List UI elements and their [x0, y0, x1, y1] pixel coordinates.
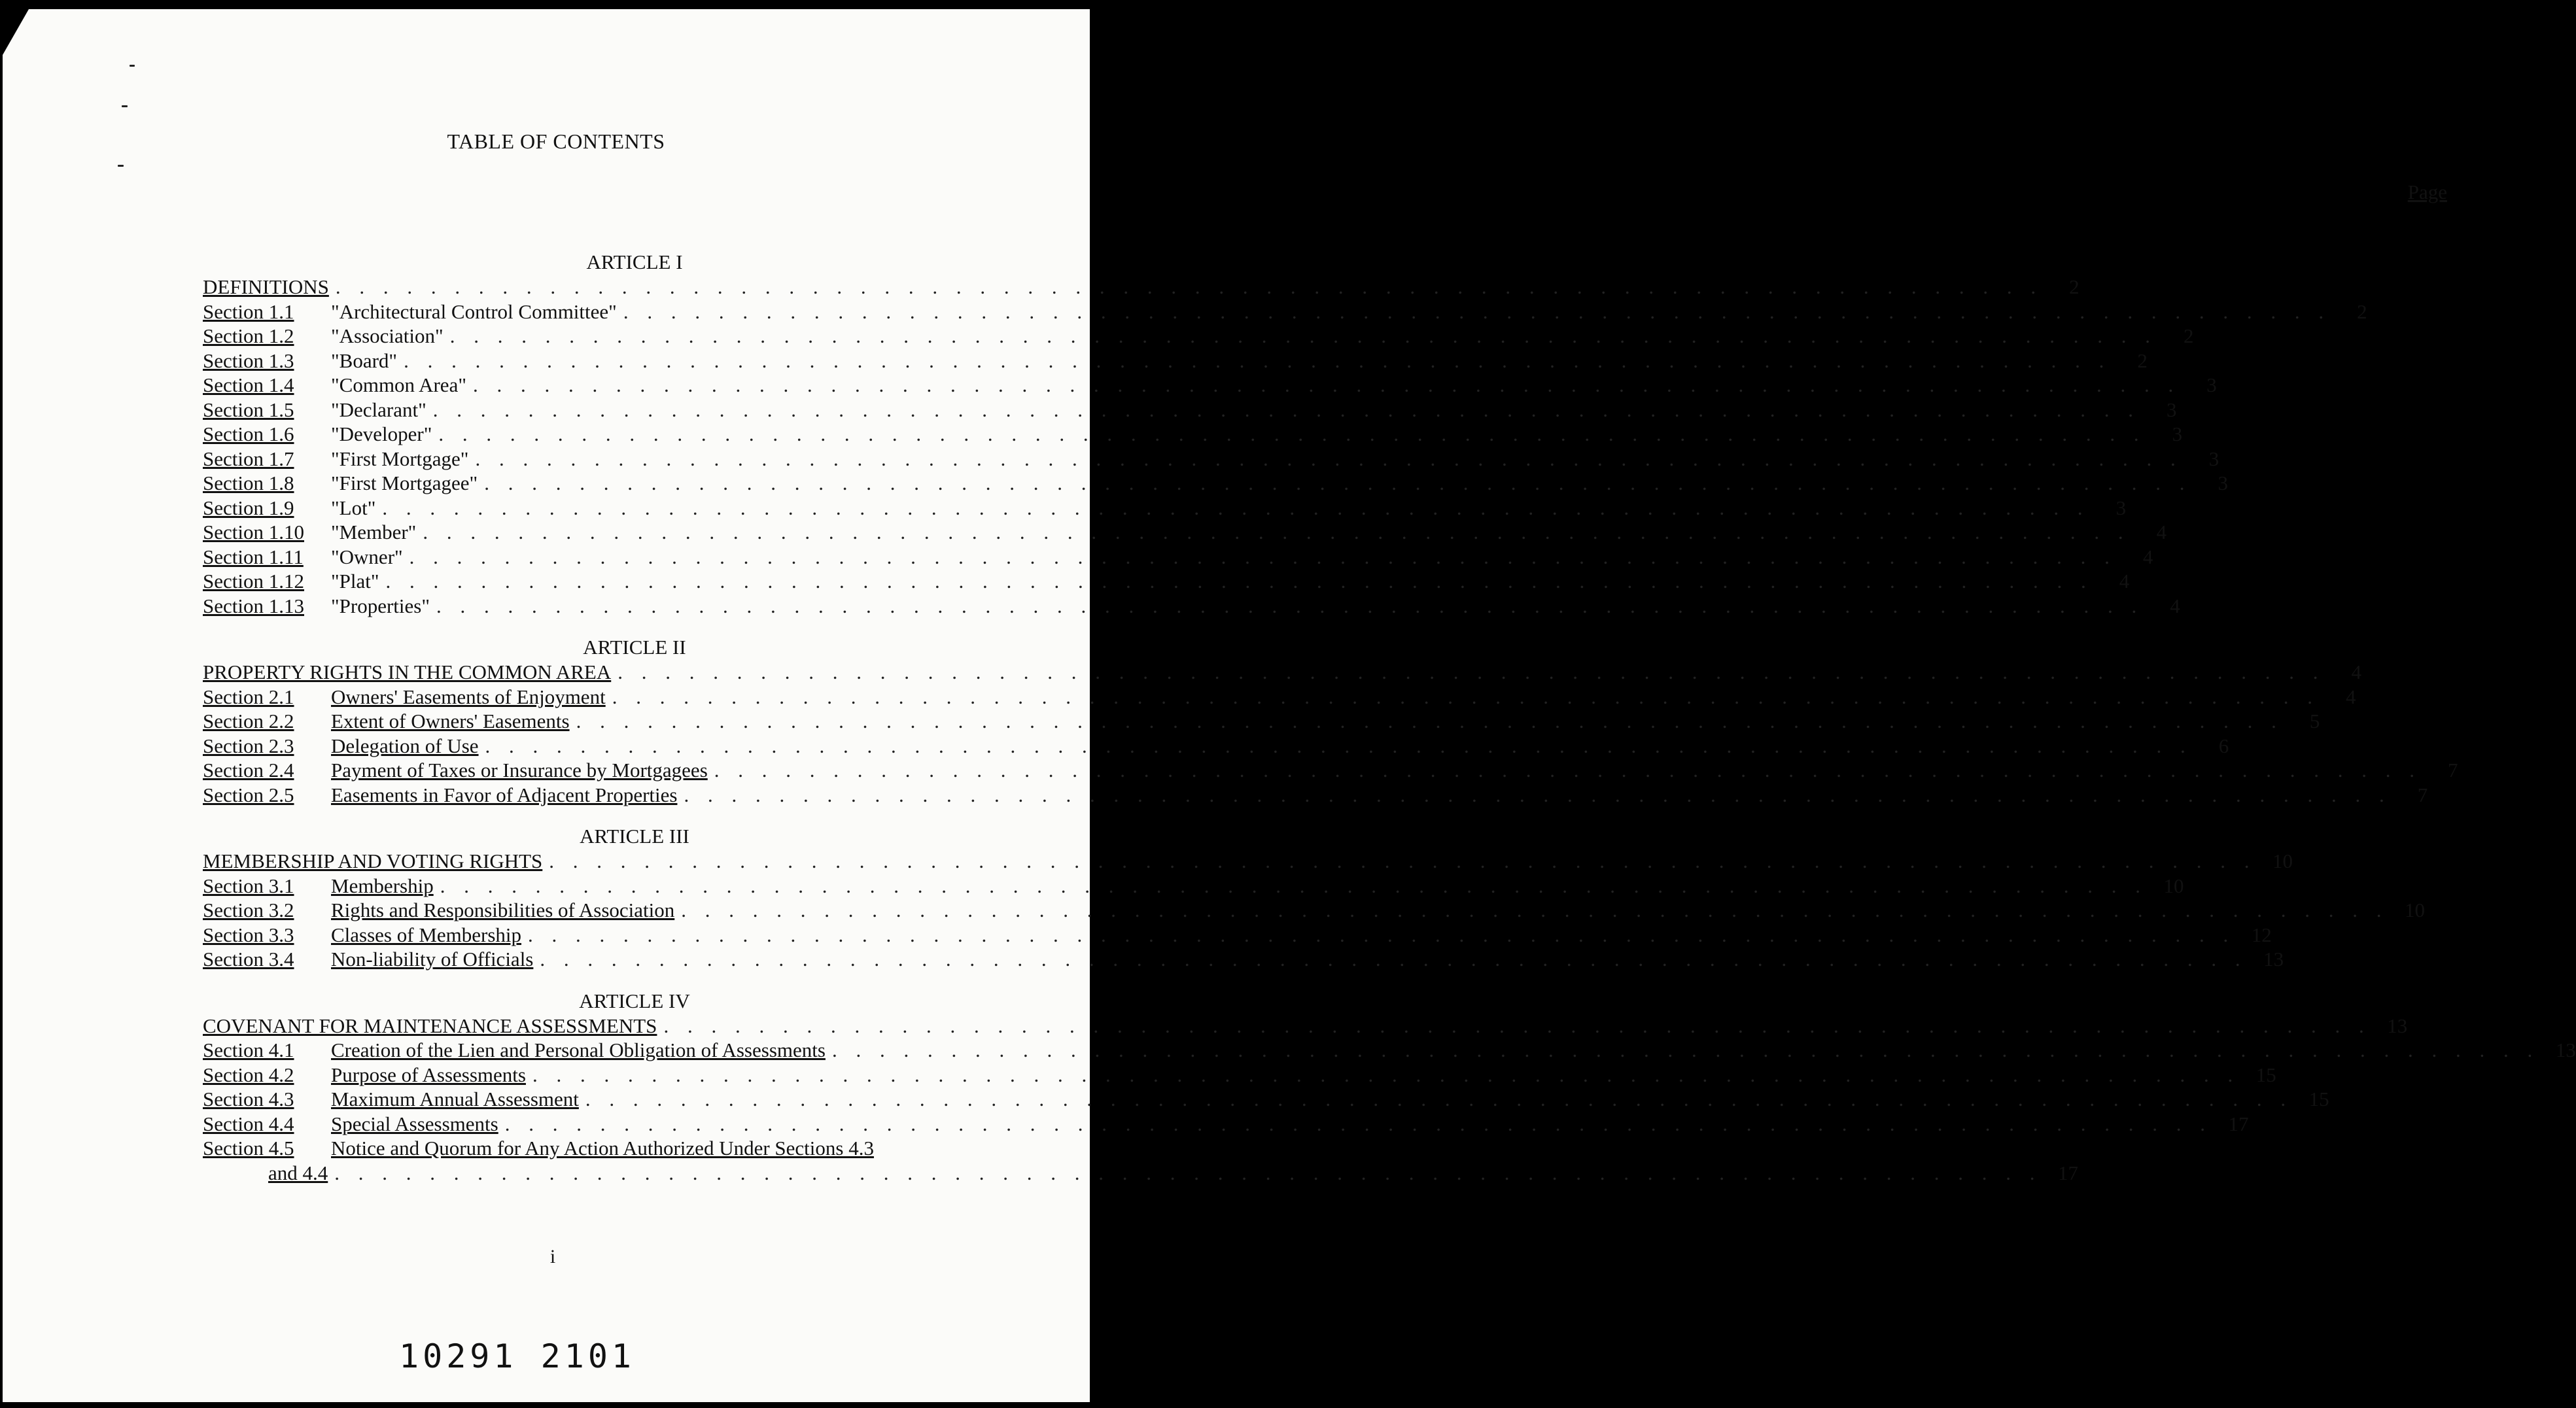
section-page-number: 3 — [2115, 496, 2127, 519]
section-page-number: 2 — [2183, 324, 2194, 347]
toc-entry[interactable] — [203, 545, 2153, 570]
article-block — [203, 824, 2426, 972]
dot-leader — [540, 947, 2247, 972]
section-title: "Properties" — [331, 594, 430, 617]
article-block — [203, 635, 2458, 807]
dot-leader — [681, 898, 2388, 923]
dot-leader — [475, 447, 2182, 472]
dot-leader — [714, 758, 2422, 783]
section-number: Section 2.5 — [203, 783, 294, 806]
section-number: Section 2.2 — [203, 710, 294, 732]
dot-leader — [336, 275, 2043, 300]
section-number: Section 4.2 — [203, 1063, 294, 1086]
article-title-row — [203, 275, 2080, 300]
toc-entry[interactable] — [203, 1112, 2249, 1137]
section-page-number: 17 — [2058, 1161, 2079, 1184]
section-page-number: 3 — [2208, 447, 2219, 470]
section-number: Section 1.11 — [203, 545, 304, 568]
section-page-number: 10 — [2405, 899, 2426, 921]
section-title: Creation of the Lien and Personal Obligation of Assessments — [331, 1039, 826, 1061]
section-number: Section 1.2 — [203, 324, 294, 347]
scan-speck — [130, 65, 135, 67]
section-number: Section 4.1 — [203, 1039, 294, 1061]
page-title: TABLE OF CONTENTS — [447, 129, 665, 153]
section-page-number: 17 — [2228, 1112, 2249, 1135]
dot-leader — [436, 594, 2144, 619]
section-page-number: 4 — [2156, 521, 2167, 543]
section-number: Section 1.9 — [203, 496, 294, 519]
section-number: Section 3.4 — [203, 948, 294, 970]
section-title: "Lot" — [331, 496, 376, 519]
section-page-number: 4 — [2142, 545, 2153, 568]
section-page-number: 3 — [2167, 398, 2177, 421]
section-page-number: 7 — [2417, 783, 2428, 806]
dot-leader — [484, 471, 2191, 496]
toc-entry[interactable] — [203, 422, 2183, 447]
dot-leader — [433, 398, 2140, 422]
document-stamp-number: 10291 2101 — [399, 1337, 636, 1375]
section-page-number: 3 — [2206, 373, 2217, 396]
section-page-number: 4 — [2345, 685, 2356, 708]
article-title: COVENANT FOR MAINTENANCE ASSESSMENTS — [203, 1014, 657, 1037]
section-page-number: 10 — [2163, 874, 2184, 897]
article-heading: ARTICLE IV — [579, 989, 690, 1012]
section-number: Section 1.5 — [203, 398, 294, 421]
section-title: "Common Area" — [331, 373, 466, 396]
section-page-number: 6 — [2218, 734, 2229, 757]
toc-entry[interactable] — [203, 734, 2229, 759]
dot-leader — [382, 496, 2089, 521]
toc-entry[interactable] — [203, 496, 2127, 521]
toc-entry[interactable] — [203, 398, 2177, 422]
section-title: Classes of Membership — [331, 923, 522, 946]
toc-entry[interactable] — [203, 1063, 2276, 1088]
dot-leader — [549, 849, 2256, 874]
dot-leader — [438, 422, 2146, 447]
section-page-number: 12 — [2251, 923, 2272, 946]
dot-leader — [485, 734, 2193, 759]
article-title-row — [203, 849, 2293, 874]
dot-leader — [423, 520, 2130, 545]
toc-entry[interactable] — [203, 898, 2426, 923]
section-title: Notice and Quorum for Any Action Authorized Under Sections 4.3 — [331, 1137, 874, 1159]
article-page-number: 2 — [2069, 275, 2080, 298]
toc-entry[interactable] — [203, 447, 2219, 472]
toc-entry[interactable] — [203, 1136, 968, 1161]
dot-leader — [623, 300, 2331, 324]
dot-leader — [576, 709, 2284, 734]
section-number: Section 1.1 — [203, 300, 294, 323]
section-title: "First Mortgagee" — [331, 472, 478, 494]
section-page-number: 15 — [2255, 1063, 2276, 1086]
toc-entry[interactable] — [203, 471, 2228, 496]
article-heading: ARTICLE II — [583, 636, 686, 659]
article-title-row — [203, 660, 2361, 685]
toc-entry[interactable] — [203, 923, 2272, 948]
section-number: Section 1.6 — [203, 422, 294, 445]
section-number: Section 1.8 — [203, 472, 294, 494]
section-title: Delegation of Use — [331, 734, 479, 757]
toc-entry[interactable] — [203, 1087, 2329, 1112]
toc-entry[interactable] — [203, 758, 2458, 783]
toc-entry[interactable] — [203, 373, 2217, 398]
toc-entry[interactable] — [203, 324, 2194, 349]
section-page-number: 13 — [2263, 948, 2284, 970]
toc-entry[interactable] — [203, 594, 2180, 619]
section-page-number: 4 — [2170, 594, 2180, 617]
section-page-number: 3 — [2172, 422, 2183, 445]
section-number: Section 2.3 — [203, 734, 294, 757]
section-number: Section 4.4 — [203, 1112, 294, 1135]
page-column-header: Page — [2407, 180, 2447, 203]
section-title: Non-liability of Officials — [331, 948, 534, 970]
section-title: "Association" — [331, 324, 444, 347]
dot-leader — [618, 660, 2325, 685]
article-title: DEFINITIONS — [203, 275, 329, 298]
article-title-row — [203, 1014, 2408, 1039]
section-number: Section 1.13 — [203, 594, 304, 617]
dot-leader — [440, 874, 2148, 899]
scan-speck — [122, 105, 128, 107]
article-page-number: 13 — [2387, 1014, 2408, 1037]
section-page-number: 13 — [2555, 1039, 2576, 1061]
article-heading: ARTICLE I — [586, 250, 683, 273]
dot-leader — [532, 1063, 2240, 1088]
toc-entry[interactable] — [203, 947, 2284, 972]
toc-entry[interactable] — [203, 300, 2367, 324]
dot-leader — [663, 1014, 2371, 1039]
article-heading: ARTICLE III — [580, 825, 689, 848]
section-title: "Board" — [331, 349, 398, 372]
section-title: Owners' Easements of Enjoyment — [331, 685, 606, 708]
article-block — [203, 989, 2576, 1186]
section-title: "First Mortgage" — [331, 447, 469, 470]
table-of-contents — [203, 250, 2576, 1202]
section-title: "Owner" — [331, 545, 403, 568]
section-title: "Member" — [331, 521, 417, 543]
section-page-number: 5 — [2309, 710, 2320, 732]
section-title: Payment of Taxes or Insurance by Mortgagees — [331, 759, 708, 781]
section-title: "Developer" — [331, 422, 432, 445]
section-page-number: 3 — [2218, 472, 2228, 494]
section-title: Maximum Annual Assessment — [331, 1088, 579, 1110]
dot-leader — [409, 545, 2117, 570]
dot-leader — [528, 923, 2235, 948]
section-number: Section 1.12 — [203, 570, 304, 592]
section-title: "Plat" — [331, 570, 379, 592]
section-title: Rights and Responsibilities of Association — [331, 899, 675, 921]
article-title: PROPERTY RIGHTS IN THE COMMON AREA — [203, 661, 612, 683]
section-number: Section 1.3 — [203, 349, 294, 372]
toc-entry[interactable] — [203, 709, 2320, 734]
page-number: i — [549, 1246, 556, 1267]
section-number: Section 1.10 — [203, 521, 304, 543]
section-title: "Architectural Control Committee" — [331, 300, 617, 323]
section-number: Section 3.3 — [203, 923, 294, 946]
section-page-number: 4 — [2119, 570, 2130, 592]
toc-entry[interactable] — [203, 685, 2356, 710]
section-number: Section 2.1 — [203, 685, 294, 708]
page-corner-shadow — [3, 9, 29, 55]
dot-leader — [585, 1087, 2293, 1112]
toc-entry[interactable] — [203, 1038, 2576, 1063]
dot-leader — [612, 685, 2320, 710]
section-page-number: 2 — [2137, 349, 2148, 372]
dot-leader — [473, 373, 2180, 398]
dot-leader — [450, 324, 2157, 349]
section-page-number: 15 — [2308, 1088, 2329, 1110]
dot-leader — [334, 1161, 2042, 1186]
section-title-continuation: and 4.4 — [268, 1161, 328, 1184]
dot-leader — [832, 1038, 2539, 1063]
toc-entry[interactable] — [203, 569, 2130, 594]
toc-entry[interactable] — [203, 349, 2148, 373]
section-title: Extent of Owners' Easements — [331, 710, 570, 732]
article-page-number: 10 — [2272, 850, 2293, 872]
section-number: Section 4.5 — [203, 1137, 294, 1159]
dot-leader — [404, 349, 2111, 373]
section-title: Special Assessments — [331, 1112, 498, 1135]
section-page-number: 2 — [2357, 300, 2367, 323]
section-title: Easements in Favor of Adjacent Properties — [331, 783, 678, 806]
dot-leader — [684, 783, 2391, 808]
dot-leader — [386, 569, 2093, 594]
article-page-number: 4 — [2351, 661, 2361, 683]
toc-entry[interactable] — [203, 783, 2428, 808]
section-title: "Declarant" — [331, 398, 426, 421]
toc-entry[interactable] — [203, 520, 2167, 545]
dot-leader — [505, 1112, 2212, 1137]
section-number: Section 3.1 — [203, 874, 294, 897]
section-number: Section 3.2 — [203, 899, 294, 921]
article-title: MEMBERSHIP AND VOTING RIGHTS — [203, 850, 543, 872]
section-number: Section 1.7 — [203, 447, 294, 470]
toc-entry-continuation[interactable] — [203, 1161, 2079, 1186]
section-number: Section 4.3 — [203, 1088, 294, 1110]
section-number: Section 2.4 — [203, 759, 294, 781]
article-block — [203, 250, 2367, 618]
toc-entry[interactable] — [203, 874, 2184, 899]
scan-speck — [118, 165, 124, 167]
section-number: Section 1.4 — [203, 373, 294, 396]
section-page-number: 7 — [2448, 759, 2458, 781]
section-title: Membership — [331, 874, 434, 897]
section-title: Purpose of Assessments — [331, 1063, 526, 1086]
